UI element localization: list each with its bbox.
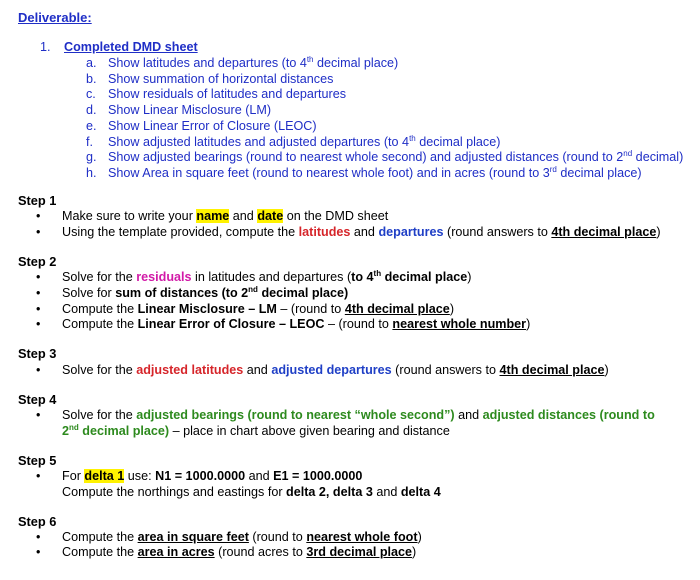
bullet-dot: • <box>36 545 41 559</box>
sub-item-letter: c. <box>86 87 96 102</box>
step5-heading: Step 5 <box>18 453 57 468</box>
sub-item-text: Show adjusted bearings (round to nearest whole second) and adjusted distances (round to 2nd decimal) <box>108 149 684 165</box>
sub-item-text: Show summation of horizontal distances <box>108 71 334 86</box>
item-number: 1. <box>40 40 51 54</box>
bullet-dot: • <box>36 302 41 316</box>
bullet-dot: • <box>36 317 41 331</box>
step6-heading: Step 6 <box>18 514 57 529</box>
deliverable-item <box>40 40 198 54</box>
sub-item-letter: g. <box>86 150 97 165</box>
sub-item-text: Show Linear Error of Closure (LEOC) <box>108 118 317 133</box>
bullet-dot: • <box>36 363 41 377</box>
sub-item-letter: e. <box>86 118 97 133</box>
bullet-dot: • <box>36 530 41 544</box>
step5-line-2: Compute the northings and eastings for delta 2, delta 3 and delta 4 <box>62 485 441 499</box>
step2-heading: Step 2 <box>18 254 57 269</box>
bullet-dot: • <box>36 286 41 300</box>
bullet-dot: • <box>36 270 41 284</box>
sub-item-text: Show residuals of latitudes and departures <box>108 87 347 102</box>
sub-item-letter: a. <box>86 56 97 70</box>
sub-item-text: Show Linear Misclosure (LM) <box>108 103 272 118</box>
bullet-dot: • <box>36 408 41 422</box>
bullet-dot: • <box>36 225 41 239</box>
sub-item-letter: f. <box>86 134 93 149</box>
sub-item-text: Show latitudes and departures (to 4th decimal place) <box>108 54 399 70</box>
sub-item-letter: d. <box>86 103 97 118</box>
bullet-dot: • <box>36 209 41 223</box>
sub-item-text: Show Area in square feet (round to nearest whole foot) and in acres (round to 3rd decimal place) <box>108 164 642 180</box>
step4-heading: Step 4 <box>18 392 57 407</box>
item-label: Completed DMD sheet <box>64 40 198 54</box>
step4-line-2: 2nd decimal place) – place in chart above given bearing and distance <box>62 422 450 438</box>
sub-item-text: Show adjusted latitudes and adjusted departures (to 4th decimal place) <box>108 133 501 149</box>
bullet-dot: • <box>36 469 41 483</box>
deliverable-heading: Deliverable: <box>18 10 92 25</box>
step1-heading: Step 1 <box>18 193 57 208</box>
step3-heading: Step 3 <box>18 346 57 361</box>
sub-item-letter: h. <box>86 165 97 180</box>
sub-item-letter: b. <box>86 71 97 86</box>
